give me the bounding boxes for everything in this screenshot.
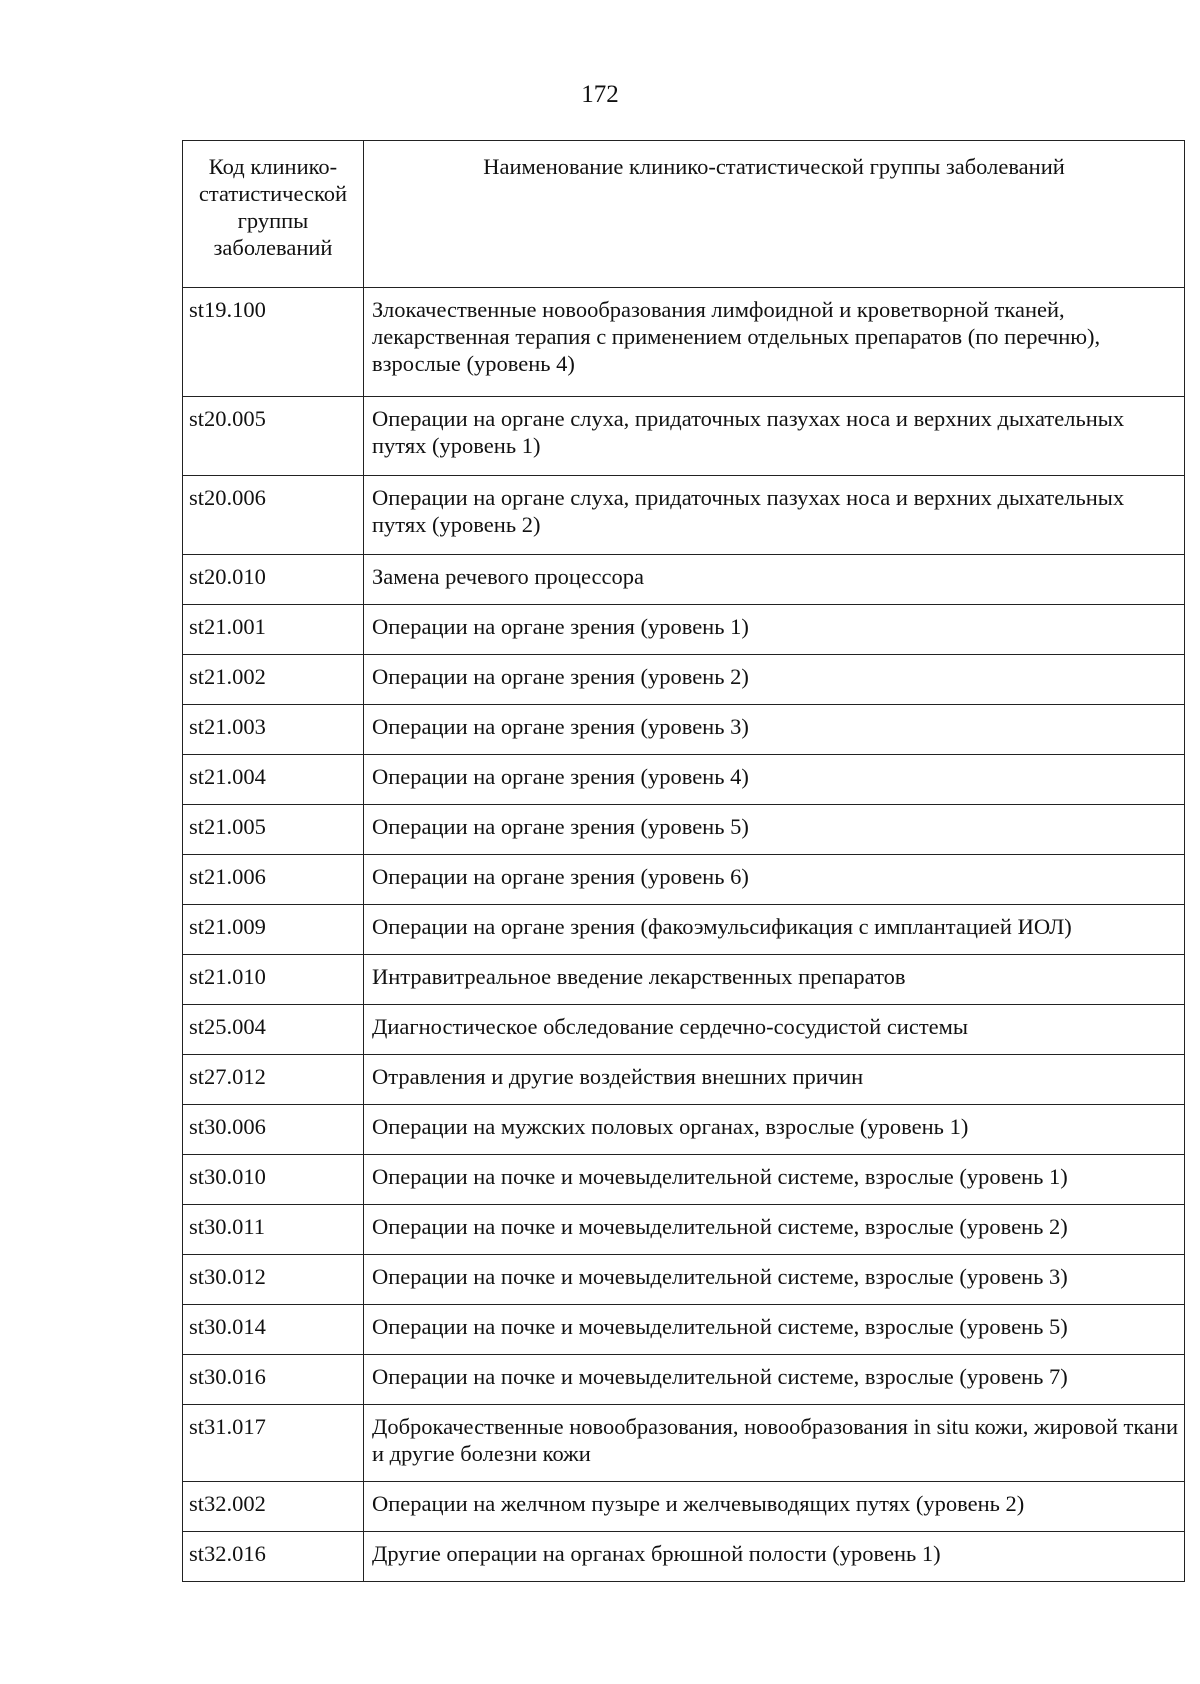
name-column-header: Наименование клинико-статистической группы заболеваний <box>364 141 1185 288</box>
row-name: Операции на органе зрения (уровень 4) <box>364 755 1185 805</box>
code-column-header: Код клинико-статистической группы заболеваний <box>183 141 364 288</box>
row-code: st20.005 <box>183 397 364 476</box>
row-name: Операции на мужских половых органах, взрослые (уровень 1) <box>364 1105 1185 1155</box>
table-row <box>183 855 1185 905</box>
row-code: st20.010 <box>183 555 364 605</box>
row-name: Операции на органе зрения (уровень 5) <box>364 805 1185 855</box>
table-row <box>183 905 1185 955</box>
table-row <box>183 705 1185 755</box>
row-code: st21.009 <box>183 905 364 955</box>
row-name: Операции на желчном пузыре и желчевыводящих путях (уровень 2) <box>364 1482 1185 1532</box>
row-name: Злокачественные новообразования лимфоидной и кроветворной тканей, лекарственная терапия с применением отдельных препаратов (по перечню), взрослые (уровень 4) <box>364 288 1185 397</box>
row-code: st21.005 <box>183 805 364 855</box>
row-code: st30.014 <box>183 1305 364 1355</box>
row-name: Диагностическое обследование сердечно-сосудистой системы <box>364 1005 1185 1055</box>
row-name: Операции на органе зрения (уровень 1) <box>364 605 1185 655</box>
row-code: st27.012 <box>183 1055 364 1105</box>
row-code: st32.016 <box>183 1532 364 1582</box>
table-row <box>183 1005 1185 1055</box>
row-code: st20.006 <box>183 476 364 555</box>
page-number: 172 <box>581 81 619 108</box>
row-code: st25.004 <box>183 1005 364 1055</box>
row-code: st19.100 <box>183 288 364 397</box>
row-code: st30.011 <box>183 1205 364 1255</box>
table-row <box>183 1105 1185 1155</box>
row-name: Операции на органе слуха, придаточных пазухах носа и верхних дыхательных путях (уровень 1) <box>364 397 1185 476</box>
table-row <box>183 1305 1185 1355</box>
row-name: Операции на органе зрения (факоэмульсификация с имплантацией ИОЛ) <box>364 905 1185 955</box>
table-row <box>183 605 1185 655</box>
table-row <box>183 555 1185 605</box>
row-name: Замена речевого процессора <box>364 555 1185 605</box>
row-code: st21.002 <box>183 655 364 705</box>
row-code: st31.017 <box>183 1405 364 1482</box>
table-row <box>183 1255 1185 1305</box>
table-row <box>183 476 1185 555</box>
row-name: Операции на органе слуха, придаточных пазухах носа и верхних дыхательных путях (уровень 2) <box>364 476 1185 555</box>
row-name: Операции на органе зрения (уровень 6) <box>364 855 1185 905</box>
row-code: st21.004 <box>183 755 364 805</box>
row-name: Операции на почке и мочевыделительной системе, взрослые (уровень 5) <box>364 1305 1185 1355</box>
row-name: Операции на органе зрения (уровень 2) <box>364 655 1185 705</box>
table-row <box>183 397 1185 476</box>
table-row <box>183 1532 1185 1582</box>
row-name: Операции на почке и мочевыделительной системе, взрослые (уровень 2) <box>364 1205 1185 1255</box>
table-row <box>183 1205 1185 1255</box>
row-code: st21.010 <box>183 955 364 1005</box>
row-code: st30.012 <box>183 1255 364 1305</box>
row-name: Другие операции на органах брюшной полости (уровень 1) <box>364 1532 1185 1582</box>
table-row <box>183 288 1185 397</box>
table-row <box>183 755 1185 805</box>
row-name: Операции на почке и мочевыделительной системе, взрослые (уровень 7) <box>364 1355 1185 1405</box>
row-code: st30.010 <box>183 1155 364 1205</box>
row-name: Операции на почке и мочевыделительной системе, взрослые (уровень 1) <box>364 1155 1185 1205</box>
row-name: Отравления и другие воздействия внешних причин <box>364 1055 1185 1105</box>
row-code: st21.006 <box>183 855 364 905</box>
row-name: Операции на органе зрения (уровень 3) <box>364 705 1185 755</box>
row-code: st30.016 <box>183 1355 364 1405</box>
table-row <box>183 1482 1185 1532</box>
table-header-row <box>183 141 1185 288</box>
table-row <box>183 1355 1185 1405</box>
row-name: Доброкачественные новообразования, новообразования in situ кожи, жировой ткани и другие болезни кожи <box>364 1405 1185 1482</box>
table-row <box>183 1155 1185 1205</box>
ksg-table <box>182 140 1185 1582</box>
row-code: st21.001 <box>183 605 364 655</box>
ksg-table-container <box>182 140 1184 1582</box>
table-row <box>183 805 1185 855</box>
row-name: Операции на почке и мочевыделительной системе, взрослые (уровень 3) <box>364 1255 1185 1305</box>
row-code: st21.003 <box>183 705 364 755</box>
row-name: Интравитреальное введение лекарственных препаратов <box>364 955 1185 1005</box>
table-row <box>183 655 1185 705</box>
row-code: st30.006 <box>183 1105 364 1155</box>
table-row <box>183 1055 1185 1105</box>
table-row <box>183 955 1185 1005</box>
table-row <box>183 1405 1185 1482</box>
row-code: st32.002 <box>183 1482 364 1532</box>
